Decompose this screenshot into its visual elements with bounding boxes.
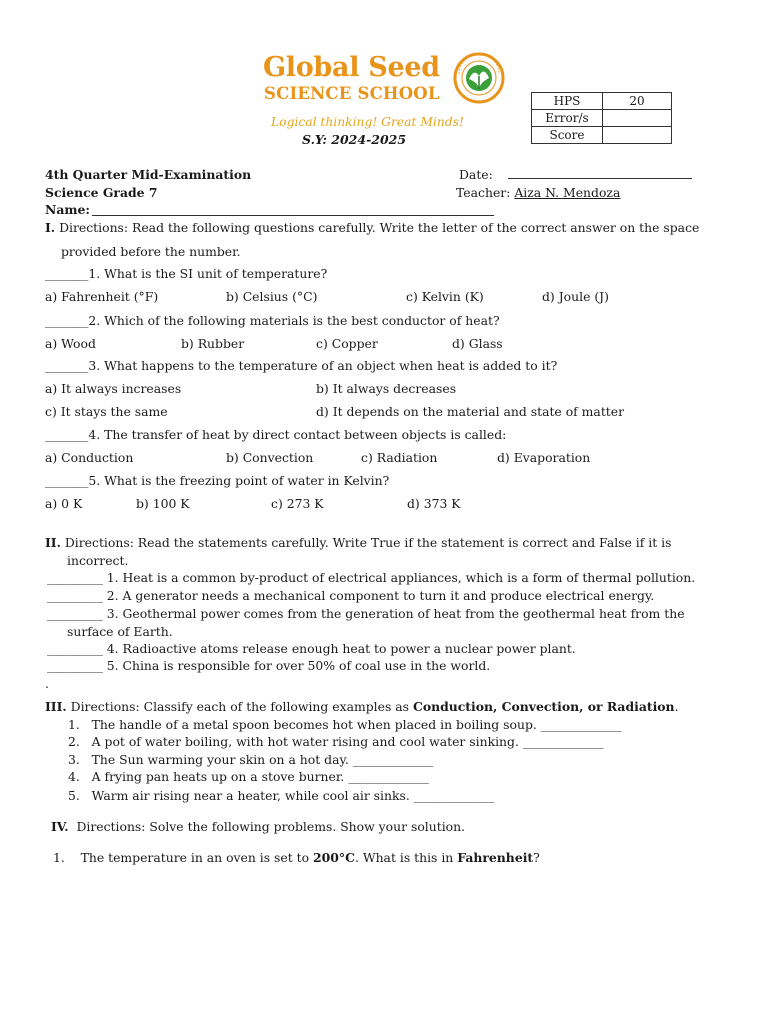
option: b) Convection — [226, 450, 314, 465]
option: a) Fahrenheit (°F) — [45, 289, 159, 304]
problem-unit: Fahrenheit — [457, 850, 534, 865]
option: b) 100 K — [136, 496, 190, 511]
item-number: 5. — [68, 788, 80, 803]
answer-blank[interactable]: _________ — [47, 658, 103, 673]
part4-numeral: IV. — [51, 819, 69, 834]
school-tagline: Logical thinking! Great Minds! — [271, 115, 464, 129]
part1-directions-text: Directions: Read the following questions carefully. Write the letter of the correct answer on the space — [59, 220, 700, 235]
classify-item-5 — [68, 788, 494, 803]
score-row-hps — [532, 93, 672, 110]
stray-dot: . — [45, 676, 49, 691]
tf-item-2 — [47, 588, 654, 603]
part2-directions-text: Directions: Read the statements carefully. Write True if the statement is correct and False if it is — [64, 535, 672, 550]
school-seal-logo — [451, 52, 507, 107]
part2-numeral: II. — [45, 535, 61, 550]
problem-number: 1. — [53, 850, 65, 865]
classify-item-3 — [68, 752, 433, 767]
answer-blank[interactable]: _____________ — [522, 734, 604, 749]
classify-item-4 — [68, 769, 429, 784]
question-text: 2. Which of the following materials is the best conductor of heat? — [88, 313, 500, 328]
item-number: 4. — [68, 769, 80, 784]
option: a) 0 K — [45, 496, 83, 511]
problem-text-mid: . What is this in — [354, 850, 458, 865]
option: c) Copper — [316, 336, 378, 351]
part3-categories: Conduction, Convection, or Radiation — [412, 699, 675, 714]
item-number: 3. — [68, 752, 80, 767]
statement-text: 1. Heat is a common by-product of electrical appliances, which is a form of thermal pollution. — [106, 570, 696, 585]
question-text: 4. The transfer of heat by direct contact between objects is called: — [88, 427, 507, 442]
tf-item-4 — [47, 641, 576, 656]
name-label: Name: — [45, 202, 90, 217]
answer-blank[interactable]: _________ — [47, 588, 103, 603]
question-4 — [45, 427, 506, 442]
part3-directions — [45, 699, 679, 714]
tf-item-3 — [47, 606, 685, 621]
school-name: Global Seed — [263, 52, 440, 83]
teacher-name: Aiza N. Mendoza — [514, 185, 621, 200]
classify-item-2 — [68, 734, 603, 749]
score-label: Error/s — [532, 110, 603, 127]
score-value: 20 — [603, 93, 672, 110]
school-subtitle: SCIENCE SCHOOL — [264, 84, 440, 103]
question-2 — [45, 313, 500, 328]
item-text: The handle of a metal spoon becomes hot when placed in boiling soup. — [91, 717, 537, 732]
teacher-info — [456, 185, 620, 200]
statement-text: 5. China is responsible for over 50% of coal use in the world. — [106, 658, 491, 673]
score-label: HPS — [532, 93, 603, 110]
item-text: Warm air rising near a heater, while cool air sinks. — [91, 788, 410, 803]
option: d) Evaporation — [497, 450, 591, 465]
answer-blank[interactable]: _____________ — [348, 769, 429, 784]
part1-numeral: I. — [45, 220, 56, 235]
answer-blank[interactable]: _________ — [47, 570, 103, 585]
problem-text-end: ? — [533, 850, 540, 865]
question-3 — [45, 358, 557, 373]
question-text: 3. What happens to the temperature of an object when heat is added to it? — [88, 358, 558, 373]
option: d) 373 K — [407, 496, 461, 511]
option: d) It depends on the material and state of matter — [316, 404, 625, 419]
date-field-line[interactable] — [508, 178, 692, 179]
score-label: Score — [532, 127, 603, 144]
problem-text: The temperature in an oven is set to — [80, 850, 314, 865]
statement-text: 2. A generator needs a mechanical component to turn it and produce electrical energy. — [106, 588, 655, 603]
question-5 — [45, 473, 389, 488]
tf-item-1 — [47, 570, 695, 585]
answer-blank[interactable]: _______ — [45, 427, 89, 442]
option: a) It always increases — [45, 381, 182, 396]
exam-subject: Science Grade 7 — [45, 185, 158, 200]
problem-1 — [53, 850, 540, 865]
score-row-score — [532, 127, 672, 144]
part1-directions — [45, 220, 699, 235]
item-number: 2. — [68, 734, 80, 749]
date-label: Date: — [459, 167, 493, 182]
exam-title: 4th Quarter Mid-Examination — [45, 167, 252, 182]
part2-directions-cont: incorrect. — [67, 553, 129, 568]
answer-blank[interactable]: _____________ — [540, 717, 622, 732]
classify-item-1 — [68, 717, 621, 732]
part3-directions-text: Directions: Classify each of the following examples as — [70, 699, 413, 714]
teacher-label: Teacher: — [456, 185, 511, 200]
item-text: The Sun warming your skin on a hot day. — [91, 752, 349, 767]
question-text: 1. What is the SI unit of temperature? — [88, 266, 328, 281]
answer-blank[interactable]: _________ — [47, 606, 103, 621]
option: b) It always decreases — [316, 381, 457, 396]
answer-blank[interactable]: _______ — [45, 358, 89, 373]
score-row-errors — [532, 110, 672, 127]
option: a) Conduction — [45, 450, 134, 465]
problem-value: 200°C — [313, 850, 355, 865]
score-value[interactable] — [603, 127, 672, 144]
name-field-line[interactable] — [92, 215, 494, 216]
answer-blank[interactable]: _____________ — [413, 788, 495, 803]
statement-text: 3. Geothermal power comes from the generation of heat from the geothermal heat from the — [106, 606, 685, 621]
answer-blank[interactable]: _______ — [45, 313, 89, 328]
score-value[interactable] — [603, 110, 672, 127]
question-1 — [45, 266, 327, 281]
option: d) Glass — [452, 336, 503, 351]
option: c) 273 K — [271, 496, 324, 511]
score-table — [531, 92, 672, 144]
item-text: A pot of water boiling, with hot water rising and cool water sinking. — [91, 734, 519, 749]
part2-directions — [45, 535, 671, 550]
part3-directions-end: . — [674, 699, 679, 714]
answer-blank[interactable]: _________ — [47, 641, 103, 656]
part3-numeral: III. — [45, 699, 67, 714]
part4-directions-text: Directions: Solve the following problems. Show your solution. — [76, 819, 466, 834]
part1-directions-cont: provided before the number. — [61, 244, 241, 259]
answer-blank[interactable]: _______ — [45, 473, 89, 488]
school-year: S.Y: 2024-2025 — [302, 132, 407, 147]
option: b) Rubber — [181, 336, 245, 351]
option: c) It stays the same — [45, 404, 168, 419]
question-text: 5. What is the freezing point of water in Kelvin? — [88, 473, 390, 488]
option: c) Radiation — [361, 450, 438, 465]
item-text: A frying pan heats up on a stove burner. — [91, 769, 345, 784]
option: a) Wood — [45, 336, 96, 351]
tf-item-3-cont: surface of Earth. — [67, 624, 173, 639]
option: b) Celsius (°C) — [226, 289, 318, 304]
part4-directions — [51, 819, 465, 834]
answer-blank[interactable]: _____________ — [352, 752, 434, 767]
tf-item-5 — [47, 658, 490, 673]
answer-blank[interactable]: _______ — [45, 266, 89, 281]
statement-text: 4. Radioactive atoms release enough heat to power a nuclear power plant. — [106, 641, 576, 656]
option: c) Kelvin (K) — [406, 289, 484, 304]
item-number: 1. — [68, 717, 80, 732]
option: d) Joule (J) — [542, 289, 609, 304]
